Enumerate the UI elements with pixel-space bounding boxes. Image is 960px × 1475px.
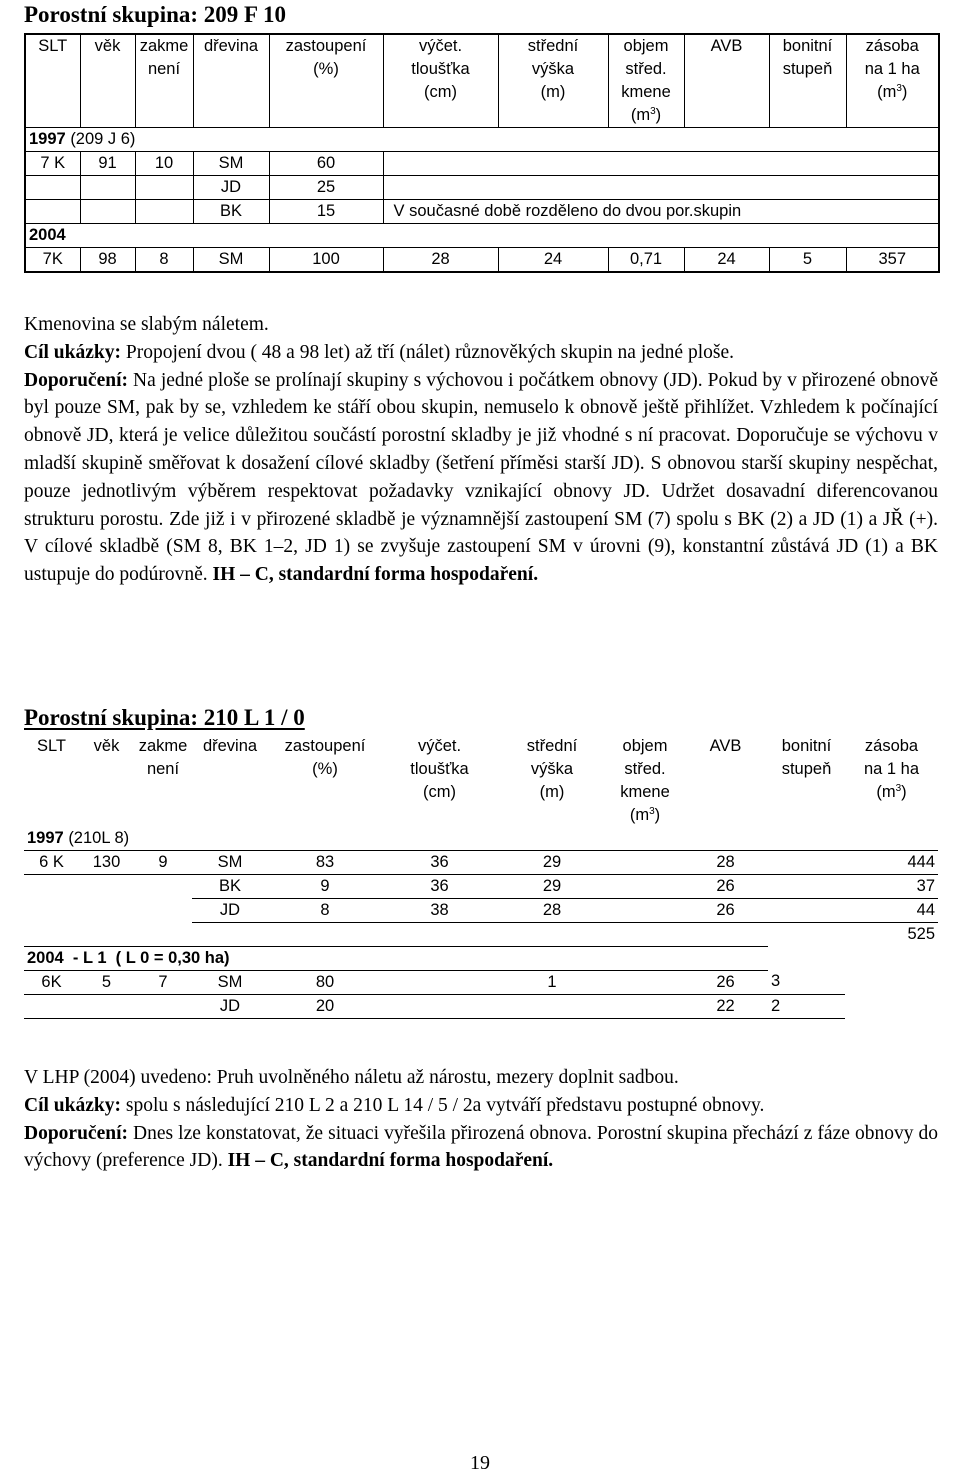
paragraph: Doporučení: Dnes lze konstatovat, že situaci vyřešila přirozená obnova. Porostní skupina přechází z fáze obnovy do výchovy (preference JD). IH – C, standardní forma hospodaření. [24,1122,938,1172]
cell-zakmeneni: 7 [134,970,192,994]
cell-vek: 98 [80,248,135,273]
cell-zastoupeni: 9 [268,875,382,899]
cell-zastoupeni: 100 [269,248,383,273]
cell-drevina: SM [192,851,268,875]
header-zakmeneni: zakme není [135,34,193,128]
cell-slt [24,899,79,923]
cell-vycet: 28 [383,248,498,273]
cell-drevina: SM [192,970,268,994]
cell-vycet: 38 [382,899,497,923]
cell-vek: 91 [80,152,135,176]
cell-drevina: JD [193,176,269,200]
cell-slt [24,994,79,1018]
section-title-209f10: Porostní skupina: 209 F 10 [24,2,286,27]
section2-text [24,1064,938,1175]
year-row-2004 [25,224,939,248]
cell-slt: 6 K [24,851,79,875]
cell-zakmeneni [135,176,193,200]
cell-bonita: 3 [768,970,845,994]
cell-avb: 26 [683,970,768,994]
cell-vycet: 36 [382,851,497,875]
table-row [25,176,939,200]
cell-slt: 7 K [25,152,80,176]
cell-vek: 130 [79,851,134,875]
cell-empty [24,923,845,947]
year-row-2004 [24,946,938,970]
cell-vek [79,875,134,899]
header-objem: objem střed. kmene $(m^3)$ [608,34,684,128]
cell-avb: 22 [683,994,768,1018]
cell-empty [383,176,939,200]
cell-zastoupeni: 8 [268,899,382,923]
cell-drevina: BK [192,875,268,899]
header-zastoupeni: zastoupení (%) [284,737,366,778]
cell-drevina: BK [193,200,269,224]
year-label: 2004 - L 1 ( L 0 = 0,30 ha) [24,946,768,970]
cell-drevina: JD [192,899,268,923]
cell-empty [383,152,939,176]
cell-zakmeneni [134,875,192,899]
cell-slt: 6K [24,970,79,994]
header-stredni-vyska: střední výška (m) [526,737,578,801]
cell-zastoupeni: 20 [268,994,382,1018]
cell-avb: 28 [683,851,768,875]
header-vek: věk [93,737,120,755]
header-drevina: dřevina [202,737,258,755]
cell-vyska: 1 [497,970,607,994]
table-row [24,851,938,875]
table-row [25,152,939,176]
cell-zasoba [845,970,938,994]
header-bonita: bonitní stupeň [781,737,832,778]
table-header-row [24,735,938,827]
header-stredni-vyska: střední výška (m) [498,34,608,128]
header-slt: SLT [36,737,67,755]
cell-vyska: 28 [497,899,607,923]
cell-zasoba: 37 [845,875,938,899]
cell-objem [607,851,683,875]
cell-zastoupeni: 25 [269,176,383,200]
cell-vyska: 29 [497,851,607,875]
cell-slt [25,176,80,200]
cell-zasoba [845,994,938,1018]
cell-bonita: 5 [769,248,846,273]
cell-avb: 24 [684,248,769,273]
section1-text [24,311,938,589]
cell-vycet [382,970,497,994]
header-drevina: dřevina [193,34,269,128]
header-zastoupeni: zastoupení (%) [269,34,383,128]
cell-slt: 7K [25,248,80,273]
cell-slt [25,200,80,224]
cell-zakmeneni [134,994,192,1018]
cell-vek [80,176,135,200]
stand-table-209f10 [24,33,940,273]
cell-vek [79,899,134,923]
paragraph: Kmenovina se slabým náletem. [24,314,269,335]
stand-table-210l10 [24,735,938,1019]
cell-drevina: SM [193,248,269,273]
cell-vek: 5 [79,970,134,994]
cell-objem [607,875,683,899]
year-row-1997 [25,128,939,152]
year-label: 2004 [25,224,939,248]
header-slt: SLT [25,34,80,128]
cell-zastoupeni: 80 [268,970,382,994]
cell-zastoupeni: 83 [268,851,382,875]
year-label: 1997 (210L 8) [24,827,938,851]
header-vycet: výčet. tloušťka (cm) [410,737,469,801]
table-row-total [24,923,938,947]
cell-zastoupeni: 60 [269,152,383,176]
paragraph: Cíl ukázky: spolu s následující 210 L 2 a 210 L 14 / 5 / 2a vytváří představu postupné obnovy. [24,1094,765,1116]
cell-total: 525 [907,925,935,943]
cell-vyska: 24 [498,248,608,273]
cell-zasoba: 444 [845,851,938,875]
cell-vycet [382,994,497,1018]
cell-note: V současné době rozděleno do dvou por.skupin [383,200,939,224]
table-row [25,248,939,273]
cell-zakmeneni [135,200,193,224]
cell-vycet: 36 [382,875,497,899]
section-title-210l10: Porostní skupina: 210 L 1 / 0 [24,705,305,730]
header-bonita: bonitní stupeň [769,34,846,128]
cell-zasoba: 357 [846,248,939,273]
paragraph: V LHP (2004) uvedeno: Pruh uvolněného náletu až nárostu, mezery doplnit sadbou. [24,1067,679,1088]
paragraph: Cíl ukázky: Propojení dvou ( 48 a 98 let) až tří (nálet) různověkých skupin na jedné ploše. [24,341,734,363]
cell-zasoba: 44 [845,899,938,923]
cell-objem [607,994,683,1018]
cell-zakmeneni: 9 [134,851,192,875]
cell-avb: 26 [683,875,768,899]
header-vycet: výčet. tloušťka (cm) [383,34,498,128]
cell-zastoupeni: 15 [269,200,383,224]
cell-drevina: JD [192,994,268,1018]
table-row [24,994,938,1018]
cell-bonita: 2 [768,994,845,1018]
table-header-row [25,34,939,128]
cell-objem [607,899,683,923]
cell-zakmeneni: 10 [135,152,193,176]
cell-zakmeneni: 8 [135,248,193,273]
table-row [24,875,938,899]
cell-vek [79,994,134,1018]
cell-avb: 26 [683,899,768,923]
table-row [24,899,938,923]
page-number: 19 [470,1452,490,1474]
header-zasoba: zásoba na 1 ha $(m^3)$ [864,37,920,101]
cell-vek [80,200,135,224]
table-row [25,200,939,224]
cell-empty [768,946,938,970]
cell-slt [24,875,79,899]
year-row-1997 [24,827,938,851]
cell-bonita [768,899,845,923]
cell-objem: 0,71 [608,248,684,273]
cell-bonita [768,875,845,899]
cell-vyska [497,994,607,1018]
header-zasoba: zásoba na 1 ha $(m^3)$ [863,737,920,801]
paragraph: Doporučení: Na jedné ploše se prolínají skupiny s výchovou i počátkem obnovy (JD). Pokud by v přirozené obnově byl pouze SM, pak by se, vzhledem ke stáří obou skupin, nemuselo k obnově ještě přihlížet. Vzhledem k počínající obnově JD, která je velice důležitou součástí porostní skladby je již vhodné s ní pracovat. Doporučuje se výchovu v mladší skupině směřovat k dosažení cílové skladby (šetření příměsi starší JD). S obnovou starší skupiny nespěchat, pouze jednotlivým výběrem respektovat požadavky vznikající obnovy JD. Udržet dosavadní diferencovanou strukturu porostu. Zde již i v přirozené skladbě je významnější zastoupení SM (7) spolu s BK (2) a JD (1) a JŘ (+). V cílové skladbě (SM 8, BK 1–2, JD 1) se zvyšuje zastoupení SM v úrovni (9), konstantní zůstává JD (1) a BK ustupuje do podúrovně. IH – C, standardní forma hospodaření. [24,369,938,586]
header-avb: AVB [709,737,742,755]
table-row [24,970,938,994]
header-zakmeneni: zakme není [138,737,188,778]
cell-drevina: SM [193,152,269,176]
year-label: 1997 (209 J 6) [25,128,939,152]
header-objem: objem střed. kmene $(m^3)$ [620,737,670,824]
cell-zakmeneni [134,899,192,923]
cell-bonita [768,851,845,875]
cell-vyska: 29 [497,875,607,899]
header-avb: AVB [684,34,769,128]
cell-objem [607,970,683,994]
header-vek: věk [80,34,135,128]
